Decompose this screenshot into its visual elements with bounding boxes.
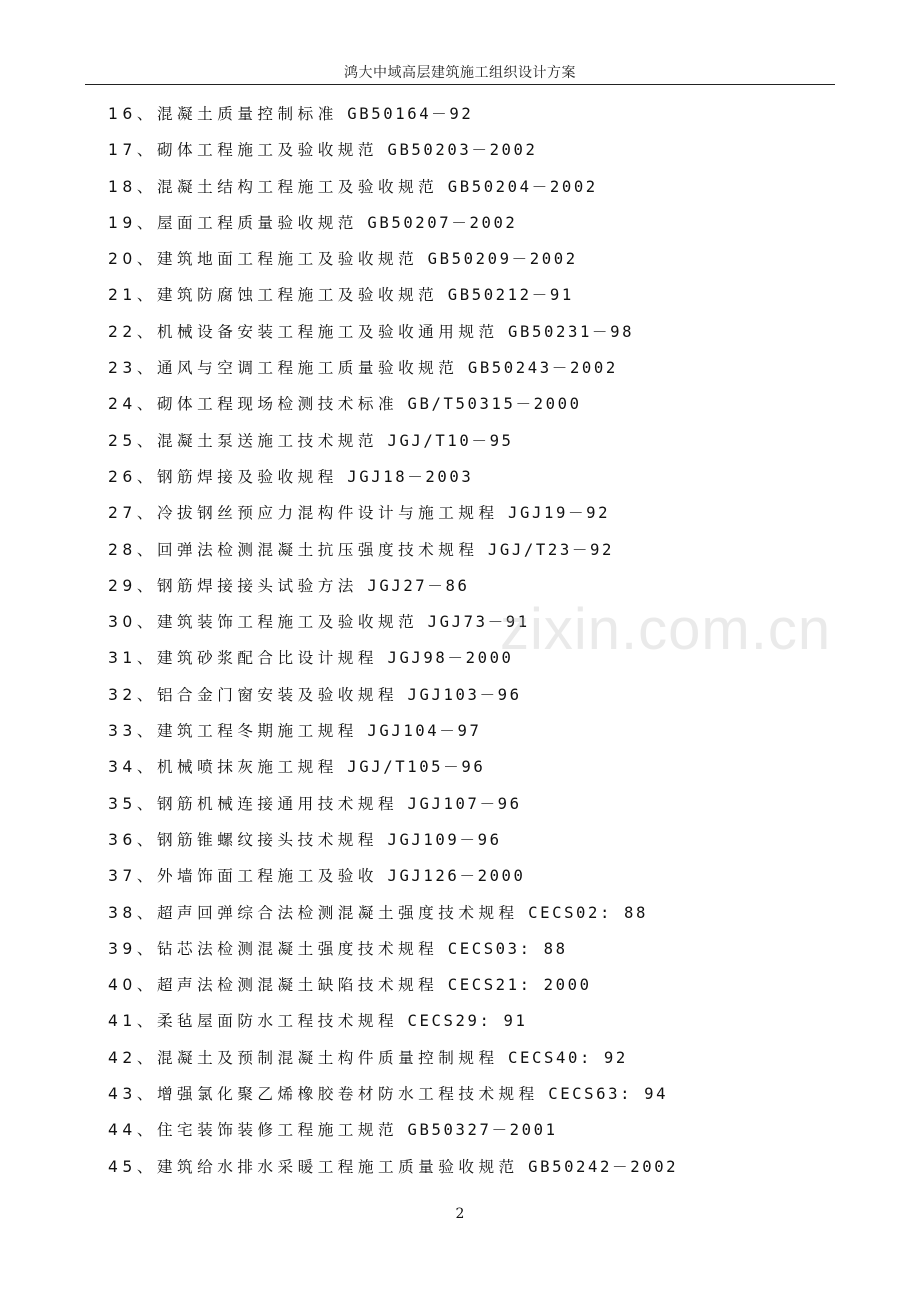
list-item bbox=[108, 749, 678, 785]
page-number: 2 bbox=[455, 1206, 465, 1222]
item-name: 增强氯化聚乙烯橡胶卷材防水工程技术规程 bbox=[156, 1085, 539, 1104]
item-name: 柔毡屋面防水工程技术规程 bbox=[156, 1012, 399, 1031]
item-number: 44、 bbox=[108, 1121, 157, 1140]
item-number: 29、 bbox=[108, 576, 157, 595]
item-code: JGJ98－2000 bbox=[387, 649, 514, 668]
item-number: 34、 bbox=[108, 758, 157, 777]
list-item bbox=[108, 241, 678, 277]
item-number: 40、 bbox=[108, 976, 157, 995]
item-number: 45、 bbox=[108, 1157, 157, 1176]
item-name: 超声回弹综合法检测混凝土强度技术规程 bbox=[156, 903, 519, 922]
item-name: 建筑给水排水采暖工程施工质量验收规范 bbox=[156, 1157, 519, 1176]
list-item bbox=[108, 205, 678, 241]
item-number: 31、 bbox=[108, 649, 157, 668]
item-name: 回弹法检测混凝土抗压强度技术规程 bbox=[156, 540, 479, 559]
list-item bbox=[108, 895, 678, 931]
list-item bbox=[108, 169, 678, 205]
list-item bbox=[108, 277, 678, 313]
item-name: 钢筋焊接及验收规程 bbox=[156, 467, 338, 486]
item-name: 钢筋锥螺纹接头技术规程 bbox=[156, 830, 378, 849]
list-item bbox=[108, 822, 678, 858]
item-name: 屋面工程质量验收规范 bbox=[156, 213, 358, 232]
item-name: 建筑防腐蚀工程施工及验收规范 bbox=[156, 286, 439, 305]
item-name: 混凝土及预制混凝土构件质量控制规程 bbox=[156, 1048, 499, 1067]
list-item bbox=[108, 386, 678, 422]
item-code: CECS29: 91 bbox=[407, 1012, 528, 1031]
item-number: 42、 bbox=[108, 1048, 157, 1067]
item-code: JGJ/T10－95 bbox=[387, 431, 514, 450]
item-name: 通风与空调工程施工质量验收规范 bbox=[156, 359, 459, 378]
item-name: 建筑装饰工程施工及验收规范 bbox=[156, 613, 419, 632]
list-item bbox=[108, 350, 678, 386]
item-number: 38、 bbox=[108, 903, 157, 922]
item-number: 39、 bbox=[108, 939, 157, 958]
item-code: CECS21: 2000 bbox=[447, 976, 592, 995]
item-name: 建筑地面工程施工及验收规范 bbox=[156, 250, 419, 269]
item-name: 砌体工程施工及验收规范 bbox=[156, 141, 378, 160]
list-item bbox=[108, 1040, 678, 1076]
item-code: JGJ73－91 bbox=[427, 613, 530, 632]
item-code: JGJ109－96 bbox=[387, 830, 502, 849]
list-item bbox=[108, 1076, 678, 1112]
item-code: CECS03: 88 bbox=[447, 939, 568, 958]
item-name: 机械设备安装工程施工及验收通用规范 bbox=[156, 322, 499, 341]
item-code: GB50204－2002 bbox=[447, 177, 598, 196]
item-number: 43、 bbox=[108, 1085, 157, 1104]
list-item bbox=[108, 423, 678, 459]
item-name: 钻芯法检测混凝土强度技术规程 bbox=[156, 939, 439, 958]
item-name: 外墙饰面工程施工及验收 bbox=[156, 867, 378, 886]
item-number: 33、 bbox=[108, 722, 157, 741]
item-code: GB50231－98 bbox=[508, 322, 635, 341]
item-code: JGJ104－97 bbox=[367, 722, 482, 741]
item-code: GB50327－2001 bbox=[407, 1121, 558, 1140]
item-name: 冷拔钢丝预应力混构件设计与施工规程 bbox=[156, 504, 499, 523]
item-number: 20、 bbox=[108, 250, 157, 269]
item-number: 18、 bbox=[108, 177, 157, 196]
list-item bbox=[108, 532, 678, 568]
list-item bbox=[108, 314, 678, 350]
item-code: JGJ103－96 bbox=[407, 685, 522, 704]
list-item bbox=[108, 858, 678, 894]
list-item bbox=[108, 713, 678, 749]
list-item bbox=[108, 1112, 678, 1148]
item-code: JGJ/T105－96 bbox=[347, 758, 486, 777]
item-code: GB50243－2002 bbox=[467, 359, 618, 378]
item-name: 超声法检测混凝土缺陷技术规程 bbox=[156, 976, 439, 995]
item-number: 22、 bbox=[108, 322, 157, 341]
header-rule bbox=[85, 84, 835, 85]
item-code: CECS40: 92 bbox=[508, 1048, 628, 1067]
item-number: 25、 bbox=[108, 431, 157, 450]
item-code: JGJ27－86 bbox=[367, 576, 470, 595]
item-code: JGJ19－92 bbox=[508, 504, 611, 523]
item-number: 16、 bbox=[108, 105, 157, 123]
item-number: 17、 bbox=[108, 141, 157, 160]
item-name: 机械喷抹灰施工规程 bbox=[156, 758, 338, 777]
item-code: CECS63: 94 bbox=[548, 1085, 669, 1104]
list-item bbox=[108, 967, 678, 1003]
page-header-title: 鸿大中域高层建筑施工组织设计方案 bbox=[344, 65, 576, 81]
item-name: 混凝土质量控制标准 bbox=[156, 105, 338, 123]
list-item bbox=[108, 459, 678, 495]
list-item bbox=[108, 495, 678, 531]
list-item bbox=[108, 132, 678, 168]
item-number: 19、 bbox=[108, 213, 157, 232]
item-code: JGJ126－2000 bbox=[387, 867, 526, 886]
item-number: 28、 bbox=[108, 540, 157, 559]
list-item bbox=[108, 677, 678, 713]
item-code: GB50212－91 bbox=[447, 286, 574, 305]
item-number: 26、 bbox=[108, 467, 157, 486]
item-number: 23、 bbox=[108, 359, 157, 378]
item-name: 建筑砂浆配合比设计规程 bbox=[156, 649, 378, 668]
item-code: JGJ/T23－92 bbox=[487, 540, 615, 559]
item-name: 钢筋机械连接通用技术规程 bbox=[156, 794, 399, 813]
item-name: 铝合金门窗安装及验收规程 bbox=[156, 685, 399, 704]
item-name: 钢筋焊接接头试验方法 bbox=[156, 576, 358, 595]
item-code: JGJ107－96 bbox=[407, 794, 522, 813]
item-number: 32、 bbox=[108, 685, 157, 704]
item-number: 37、 bbox=[108, 867, 157, 886]
item-code: GB50207－2002 bbox=[367, 213, 518, 232]
item-code: GB50203－2002 bbox=[387, 141, 538, 160]
item-name: 混凝土泵送施工技术规范 bbox=[156, 431, 378, 450]
watermark: zixin.com.cn bbox=[500, 597, 832, 662]
list-item bbox=[108, 931, 678, 967]
list-item bbox=[108, 786, 678, 822]
item-code: GB50164－92 bbox=[347, 105, 474, 123]
item-number: 21、 bbox=[108, 286, 157, 305]
item-number: 35、 bbox=[108, 794, 157, 813]
item-name: 住宅装饰装修工程施工规范 bbox=[156, 1121, 399, 1140]
item-code: GB50242－2002 bbox=[528, 1157, 679, 1176]
item-number: 30、 bbox=[108, 613, 157, 632]
item-code: CECS02: 88 bbox=[528, 903, 648, 922]
item-name: 混凝土结构工程施工及验收规范 bbox=[156, 177, 439, 196]
item-number: 27、 bbox=[108, 504, 157, 523]
item-name: 建筑工程冬期施工规程 bbox=[156, 722, 358, 741]
list-item bbox=[108, 1149, 678, 1185]
item-number: 36、 bbox=[108, 830, 157, 849]
list-item bbox=[108, 1003, 678, 1039]
item-name: 砌体工程现场检测技术标准 bbox=[156, 395, 399, 414]
list-item bbox=[108, 96, 678, 132]
item-number: 24、 bbox=[108, 395, 157, 414]
item-code: GB50209－2002 bbox=[427, 250, 578, 269]
item-code: GB/T50315－2000 bbox=[407, 395, 582, 414]
item-code: JGJ18－2003 bbox=[347, 467, 474, 486]
item-number: 41、 bbox=[108, 1012, 157, 1031]
